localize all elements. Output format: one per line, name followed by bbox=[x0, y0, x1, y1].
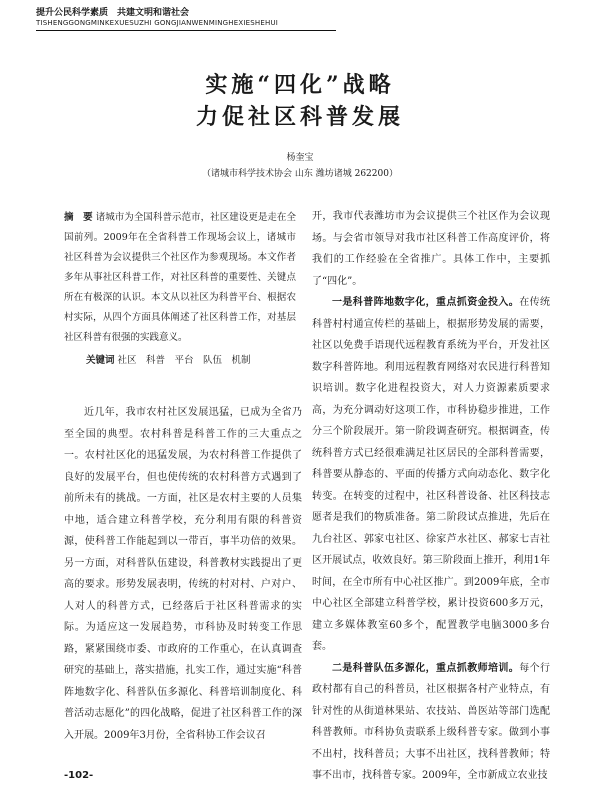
section-body-team: 每个行政村都有自己的科普员，社区根据各村产业特点，有针对性的从街道林果站、农技站、兽医站等部门选配科普教师。市科协负责联系上级科普专家。做到小事不出村，找科普员；大事不出社区，找科普教师；特事不出市，找科普专家。2009年，全市新成立农业技 bbox=[312, 662, 551, 781]
header-rule bbox=[36, 30, 336, 31]
keywords-label: 关键词 bbox=[86, 355, 115, 366]
left-paragraph-1: 近几年，我市农村社区发展迅猛，已成为全省乃至全国的典型。农村科普是科普工作的三大重点之一。农村社区化的迅猛发展，为农村科普工作提供了良好的发展平台，但也使传统的农村科普方式遇到了前所未有的挑战。一方面，社区是农村主要的人员集中地，适合建立科普学校，充分利用有限的科普资源，使科普工作能起到以一带百，事半功倍的效果。另一方面，对科普队伍建设，科普教材实践提出了更高的要求。形势发展表明，传统的村对村、户对户、人对人的科普方式，已经落后于社区科普需求的实际。为适应这一发展趋势，市科协及时转变工作思路，紧紧围绕市委、市政府的工作重心，在认真调查研究的基础上，落实措施，扎实工作，通过实施“科普阵地数字化、科普队伍多源化、科普培训制度化、科普活动志愿化”的四化战略，促进了社区科普工作的深入开展。2009年3月份，全省科协工作会议召 bbox=[64, 407, 302, 741]
abstract-block bbox=[64, 208, 296, 348]
section-body-digitization: 在传统科普村村通宣传栏的基础上，根据形势发展的需要，社区以免费手语现代远程教育系统为平台，开发社区数字科普阵地。利用远程教育网络对农民进行科普知识培训。数字化进程投资大，对人力资源素质要求高，为充分调动好这项工作，市科协稳步推进，工作分三个阶段展开。第一阶段调查研究。根据调查，传统科普方式已经很难满足社区居民的全部科普需要，科普要从静态的、平面的传播方式向动态化、数字化转变。在转变的过程中，社区科普设备、社区科技志愿者是我们的物质准备。第二阶段试点推进，先后在九台社区、郭家屯社区、徐家芦水社区、郝家七吉社区开展试点，收效良好。第三阶段面上推开，利用1年时间，在全市所有中心社区推广。到2009年底，全市中心社区全部建立科普学校，累计投资600多万元，建立多媒体教室60多个，配置教学电脑3000多台套。 bbox=[312, 297, 551, 652]
running-header bbox=[36, 8, 566, 31]
keywords-block bbox=[86, 352, 300, 366]
left-column bbox=[64, 402, 302, 746]
abstract-label: 摘 要 bbox=[64, 212, 93, 223]
right-paragraph-3 bbox=[312, 658, 550, 787]
section-lead-team: 二是科普队伍多源化，重点抓教师培训。 bbox=[332, 662, 520, 674]
section-lead-digitization: 一是科普阵地数字化，重点抓资金投入。 bbox=[332, 297, 520, 308]
author-name: 杨奎宝 bbox=[286, 153, 314, 163]
header-title: 提升公民科学素质 共建文明和谐社会 bbox=[36, 8, 190, 18]
header-pinyin: TISHENGGONGMINKEXUESUZHI GONGJIANWENMINGHEXIESHEHUI bbox=[36, 19, 279, 27]
article-title-line-2: 力促社区科普发展 bbox=[195, 104, 404, 130]
keywords-text: 社区 科普 平台 队伍 机制 bbox=[117, 355, 251, 366]
article-title-line-1: 实施“四化”战略 bbox=[205, 72, 395, 98]
right-paragraph-1: 开，我市代表潍坊市为会议提供三个社区作为会议现场。与会省市领导对我市社区科普工作高度评价，将我们的工作经验在全省推广。具体工作中，主要抓了“四化”。 bbox=[312, 211, 550, 287]
right-column bbox=[312, 206, 550, 787]
author-affiliation: （诸城市科学技术协会 山东 潍坊诸城 262200） bbox=[202, 169, 398, 179]
page-number: -102- bbox=[64, 770, 94, 781]
abstract-text: 诸城市为全国科普示范市，社区建设更是走在全国前列。2009年在全省科普工作现场会议上，诸城市社区科普为会议提供三个社区作为参观现场。本文作者多年从事社区科普工作，对社区科普的重要性、关键点所在有极深的认识。本文从以社区为科普平台、根据农村实际，从四个方面具体阐述了社区科普工作，对基层社区科普有很强的实践意义。 bbox=[64, 212, 296, 343]
right-paragraph-2 bbox=[312, 292, 550, 658]
